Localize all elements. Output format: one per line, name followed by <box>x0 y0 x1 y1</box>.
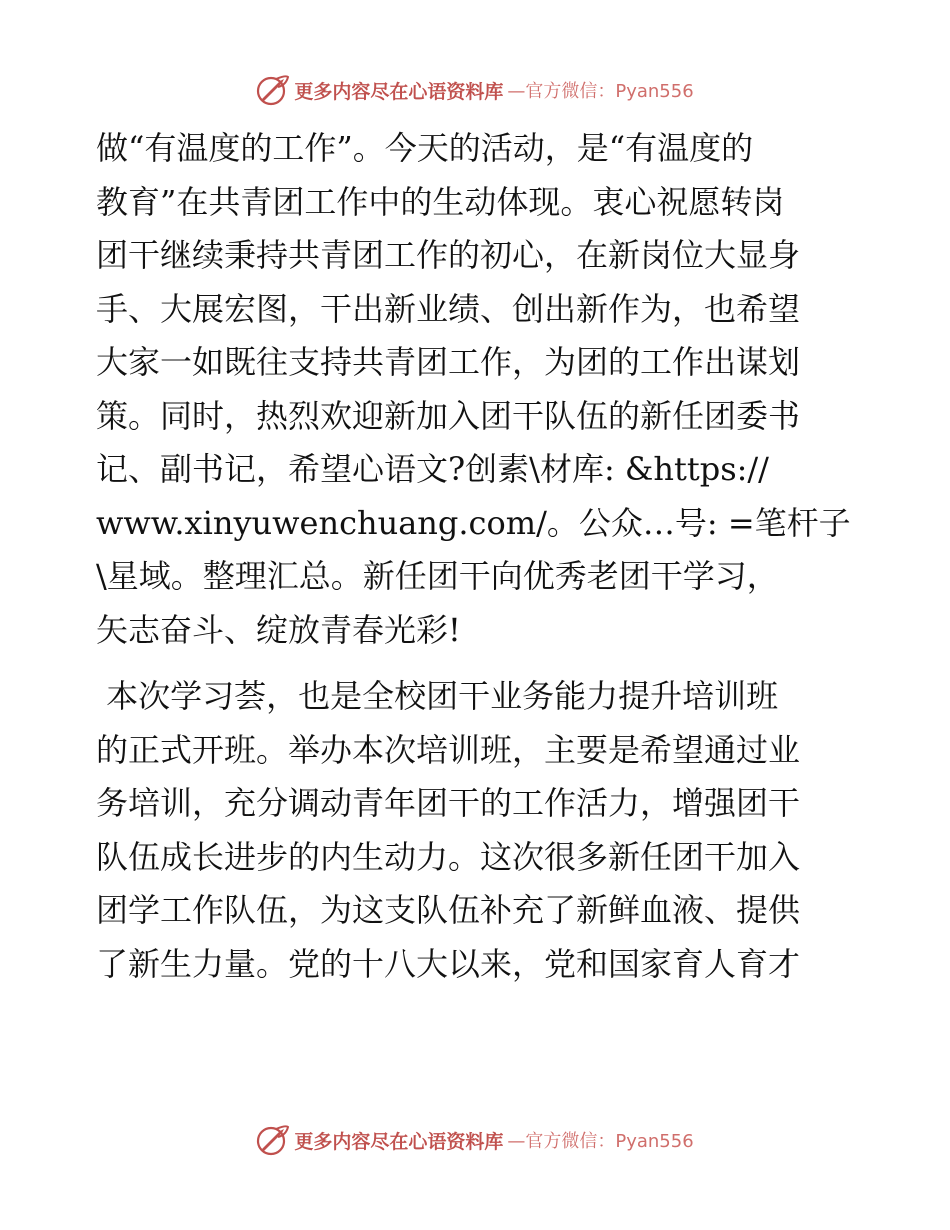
text-line: 的正式开班。举办本次培训班，主要是希望通过业 <box>96 730 801 769</box>
quill-logo-icon <box>256 1123 290 1157</box>
text-line: \星域。整理汇总。新任团干向优秀老团干学习， <box>96 557 779 595</box>
paragraph-2 <box>96 670 856 991</box>
text-line: 团干继续秉持共青团工作的初心，在新岗位大显身 <box>96 236 801 274</box>
document-body <box>96 122 856 991</box>
footer-banner <box>0 1120 950 1160</box>
text-line: 记、副书记，希望心语文?创素\材库: &https:// <box>96 450 769 488</box>
header-banner <box>0 70 950 110</box>
header-banner-text: 更多内容尽在心语资料库 <box>294 80 504 103</box>
text-line: 团学工作队伍，为这支队伍补充了新鲜血液、提供 <box>96 891 801 929</box>
text-line: 矢志奋斗、绽放青春光彩! <box>96 610 461 649</box>
text-line: 手、大展宏图，干出新业绩、创出新作为，也希望 <box>96 289 801 328</box>
text-line: www.xinyuwenchuang.com/。公众…号: =笔杆子 <box>96 503 851 542</box>
text-line: 大家一如既往支持共青团工作，为团的工作出谋划 <box>96 343 801 381</box>
header-banner-wechat: —官方微信：Pyan556 <box>507 81 694 102</box>
text-line: 做“有温度的工作”。今天的活动，是“有温度的 <box>96 129 754 167</box>
quill-logo-icon <box>256 73 290 107</box>
text-line: 了新生力量。党的十八大以来，党和国家育人育才 <box>96 944 801 983</box>
text-line: 务培训，充分调动青年团干的工作活力，增强团干 <box>96 784 801 822</box>
text-line: 队伍成长进步的内生动力。这次很多新任团干加入 <box>96 837 801 876</box>
paragraph-gap <box>96 657 856 670</box>
paragraph-1 <box>96 122 856 657</box>
footer-banner-wechat: —官方微信：Pyan556 <box>507 1131 694 1152</box>
text-line: 本次学习荟，也是全校团干业务能力提升培训班 <box>96 677 779 715</box>
text-line: 教育”在共青团工作中的生动体现。衷心祝愿转岗 <box>96 182 785 221</box>
footer-banner-text: 更多内容尽在心语资料库 <box>294 1130 504 1153</box>
text-line: 策。同时，热烈欢迎新加入团干队伍的新任团委书 <box>96 396 801 435</box>
